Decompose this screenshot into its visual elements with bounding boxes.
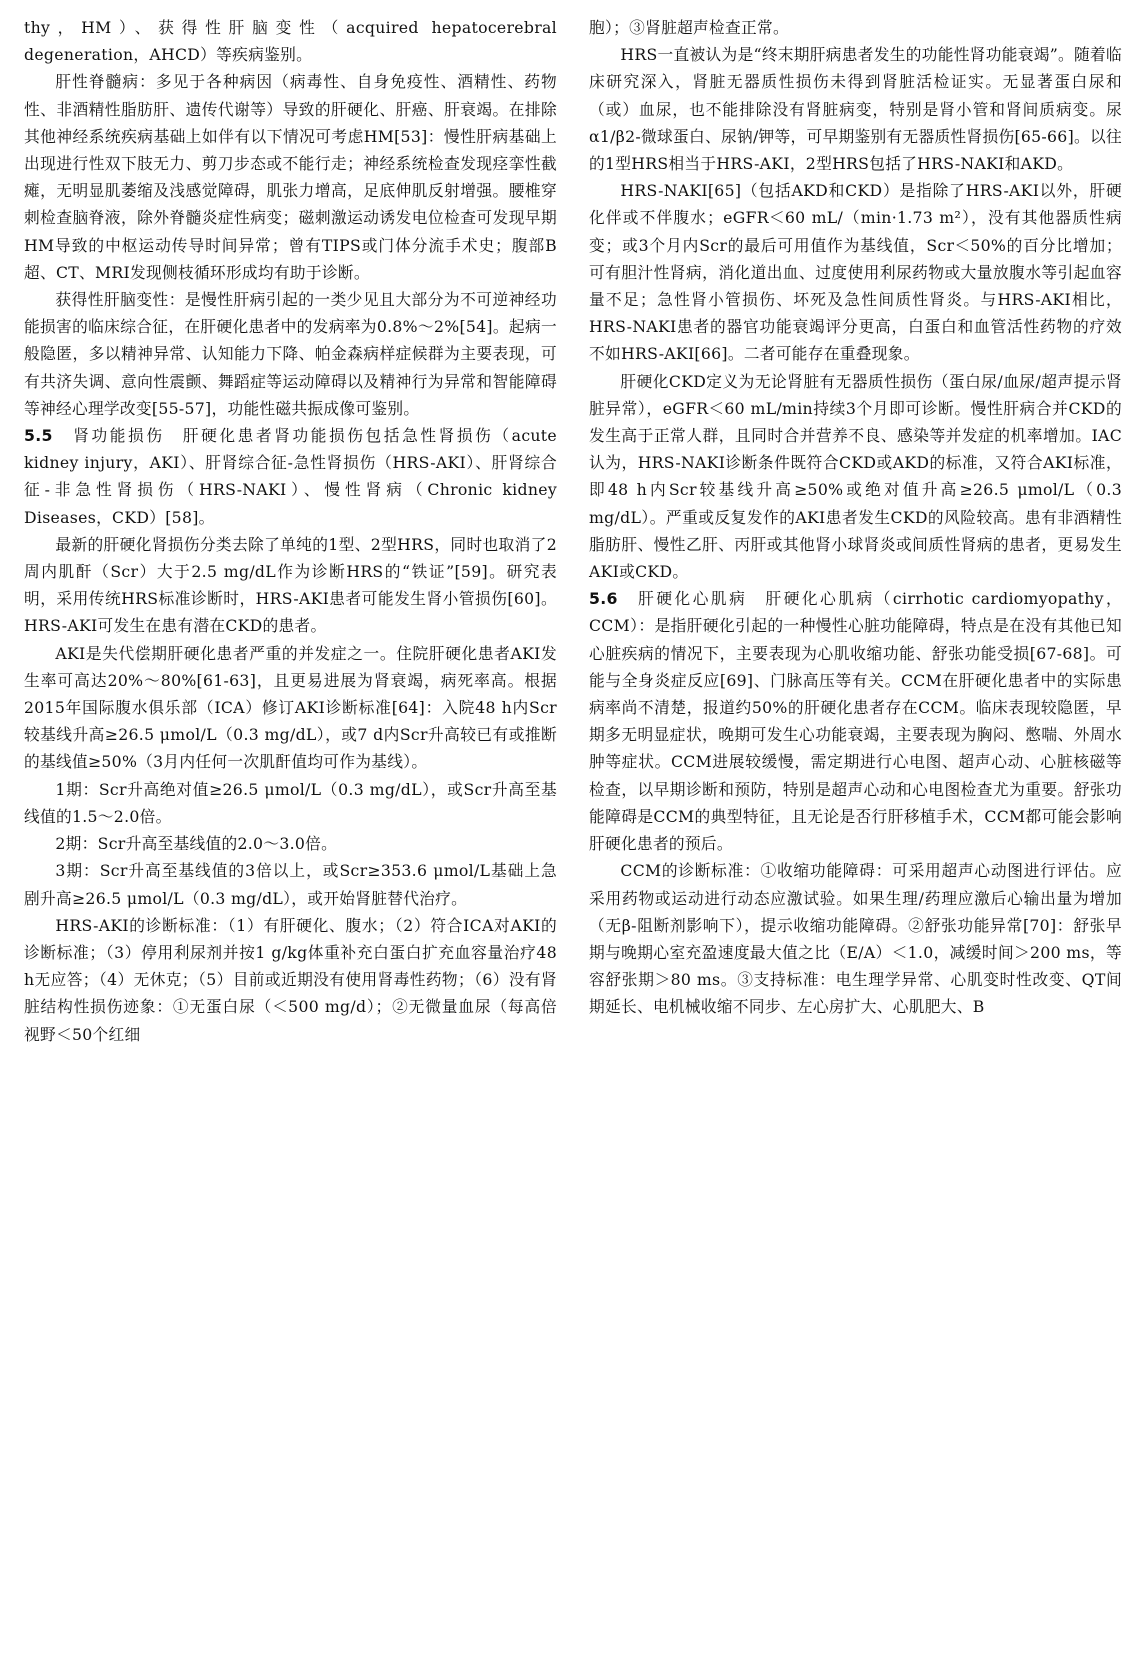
paragraph: thy，HM）、获得性肝脑变性（acquired hepatocerebral degeneration，AHCD）等疾病鉴别。 [24, 18, 557, 65]
section-title: 肝硬化心肌病 [638, 589, 748, 609]
section-body: 肝硬化心肌病（cirrhotic cardiomyopathy，CCM）：是指肝硬化引起的一种慢性心脏功能障碍，特点是在没有其他已知心脏疾病的情况下，主要表现为心肌收缩功能、舒张功能受损[67-68]。可能与全身炎症反应[69]、门脉高压等有关。CCM在肝硬化患者中的实际患病率尚不清楚，报道约50%的肝硬化患者存在CCM。临床表现较隐匿，早期多无明显症状，晚期可发生心功能衰竭，主要表现为胸闷、憋喘、外周水肿等症状。CCM进展较缓慢，需定期进行心电图、超声心动、心脏核磁等检查，以早期诊断和预防，特别是超声心动和心电图检查尤为重要。舒张功能障碍是CCM的典型特征，且无论是否行肝移植手术，CCM都可能会影响肝硬化患者的预后。 [589, 589, 1122, 854]
section-body: 肝硬化患者肾功能损伤包括急性肾损伤（acute kidney injury，AKI）、肝肾综合征-急性肾损伤（HRS-AKI）、肝肾综合征-非急性肾损伤（HRS-NAKI）、慢性肾病（Chronic kidney Diseases，CKD）[58]。 [24, 426, 557, 527]
paragraph: 2期：Scr升高至基线值的2.0～3.0倍。 [55, 834, 338, 854]
section-number: 5.5 [24, 426, 53, 446]
paragraph: HRS一直被认为是“终末期肝病患者发生的功能性肾功能衰竭”。随着临床研究深入，肾脏无器质性损伤未得到肾脏活检证实。无显著蛋白尿和（或）血尿，也不能排除没有肾脏病变，特别是肾小管和肾间质病变。尿α1/β2-微球蛋白、尿钠/钾等，可早期鉴别有无器质性肾损伤[65-66]。以往的1型HRS相当于HRS-AKI，2型HRS包括了HRS-NAKI和AKD。 [589, 45, 1122, 174]
section-title: 肾功能损伤 [73, 426, 165, 446]
paragraph: 肝性脊髓病：多见于各种病因（病毒性、自身免疫性、酒精性、药物性、非酒精性脂肪肝、遗传代谢等）导致的肝硬化、肝癌、肝衰竭。在排除其他神经系统疾病基础上如伴有以下情况可考虑HM[53]：慢性肝病基础上出现进行性双下肢无力、剪刀步态或不能行走；神经系统检查发现痉挛性截瘫，无明显肌萎缩及浅感觉障碍，肌张力增高，足底伸肌反射增强。腰椎穿刺检查脑脊液，除外脊髓炎症性病变；磁刺激运动诱发电位检查可发现早期HM导致的中枢运动传导时间异常；曾有TIPS或门体分流手术史；腹部B超、CT、MRI发现侧枝循环形成均有助于诊断。 [24, 72, 557, 282]
section-paragraph [589, 585, 1122, 857]
paragraph: 最新的肝硬化肾损伤分类去除了单纯的1型、2型HRS，同时也取消了2周内肌酐（Scr）大于2.5 mg/dL作为诊断HRS的“铁证”[59]。研究表明，采用传统HRS标准诊断时，HRS-AKI患者可能发生肾小管损伤[60]。HRS-AKI可发生在患有潜在CKD的患者。 [24, 534, 557, 636]
paragraph: 3期：Scr升高至基线值的3倍以上，或Scr≥353.6 μmol/L基础上急剧升高≥26.5 μmol/L（0.3 mg/dL），或开始肾脏替代治疗。 [24, 861, 557, 908]
section-paragraph [24, 422, 557, 531]
paragraph: AKI是失代偿期肝硬化患者严重的并发症之一。住院肝硬化患者AKI发生率可高达20%～80%[61-63]，且更易进展为肾衰竭，病死率高。根据2015年国际腹水俱乐部（ICA）修订AKI诊断标准[64]：入院48 h内Scr较基线升高≥26.5 μmol/L（0.3 mg/dL），或7 d内Scr升高较已有或推断的基线值≥50%（3月内任何一次肌酐值均可作为基线）。 [24, 643, 557, 772]
paragraph: 肝硬化CKD定义为无论肾脏有无器质性损伤（蛋白尿/血尿/超声提示肾脏异常），eGFR＜60 mL/min持续3个月即可诊断。慢性肝病合并CKD的发生高于正常人群，且同时合并营养不良、感染等并发症的机率增加。IAC认为，HRS-NAKI诊断条件既符合CKD或AKD的标准，又符合AKI标准，即48 h内Scr较基线升高≥50%或绝对值升高≥26.5 μmol/L（0.3 mg/dL）。严重或反复发作的AKI患者发生CKD的风险较高。患有非酒精性脂肪肝、慢性乙肝、丙肝或其他肾小球肾炎或间质性肾病的患者，更易发生AKI或CKD。 [589, 371, 1122, 582]
right-column [589, 14, 1122, 1676]
paragraph: 胞）；③肾脏超声检查正常。 [589, 18, 789, 37]
paragraph: HRS-NAKI[65]（包括AKD和CKD）是指除了HRS-AKI以外，肝硬化伴或不伴腹水；eGFR＜60 mL/（min·1.73 m²），没有其他器质性病变；或3个月内Scr的最后可用值作为基线值，Scr＜50%的百分比增加；可有胆汁性肾病，消化道出血、过度使用利尿药物或大量放腹水等引起血容量不足；急性肾小管损伤、坏死及急性间质性肾炎。与HRS-AKI相比，HRS-NAKI患者的器官功能衰竭评分更高，白蛋白和血管活性药物的疗效不如HRS-AKI[66]。二者可能存在重叠现象。 [589, 181, 1122, 364]
paragraph: CCM的诊断标准：①收缩功能障碍：可采用超声心动图进行评估。应采用药物或运动进行动态应激试验。如果生理/药理应激后心输出量为增加（无β-阻断剂影响下），提示收缩功能障碍。②舒张功能异常[70]：舒张早期与晚期心室充盈速度最大值之比（E/A）＜1.0，减缓时间＞200 ms，等容舒张期＞80 ms。③支持标准：电生理学异常、心肌变时性改变、QT间期延长、电机械收缩不同步、左心房扩大、心肌肥大、B [589, 861, 1122, 1017]
section-number: 5.6 [589, 589, 618, 609]
paragraph: 获得性肝脑变性：是慢性肝病引起的一类少见且大部分为不可逆神经功能损害的临床综合征，在肝硬化患者中的发病率为0.8%～2%[54]。起病一般隐匿，多以精神异常、认知能力下降、帕金森病样症候群为主要表现，可有共济失调、意向性震颤、舞蹈症等运动障碍以及精神行为异常和智能障碍等神经心理学改变[55-57]，功能性磁共振成像可鉴别。 [24, 290, 557, 418]
paragraph: 1期：Scr升高绝对值≥26.5 μmol/L（0.3 mg/dL），或Scr升高至基线值的1.5～2.0倍。 [24, 779, 557, 826]
left-column [24, 14, 557, 1676]
paragraph: HRS-AKI的诊断标准：（1）有肝硬化、腹水；（2）符合ICA对AKI的诊断标准；（3）停用利尿剂并按1 g/kg体重补充白蛋白扩充血容量治疗48 h无应答；（4）无休克；（5）目前或近期没有使用肾毒性药物；（6）没有肾脏结构性损伤迹象：①无蛋白尿（＜500 mg/d）；②无微量血尿（每高倍视野＜50个红细 [24, 915, 557, 1044]
